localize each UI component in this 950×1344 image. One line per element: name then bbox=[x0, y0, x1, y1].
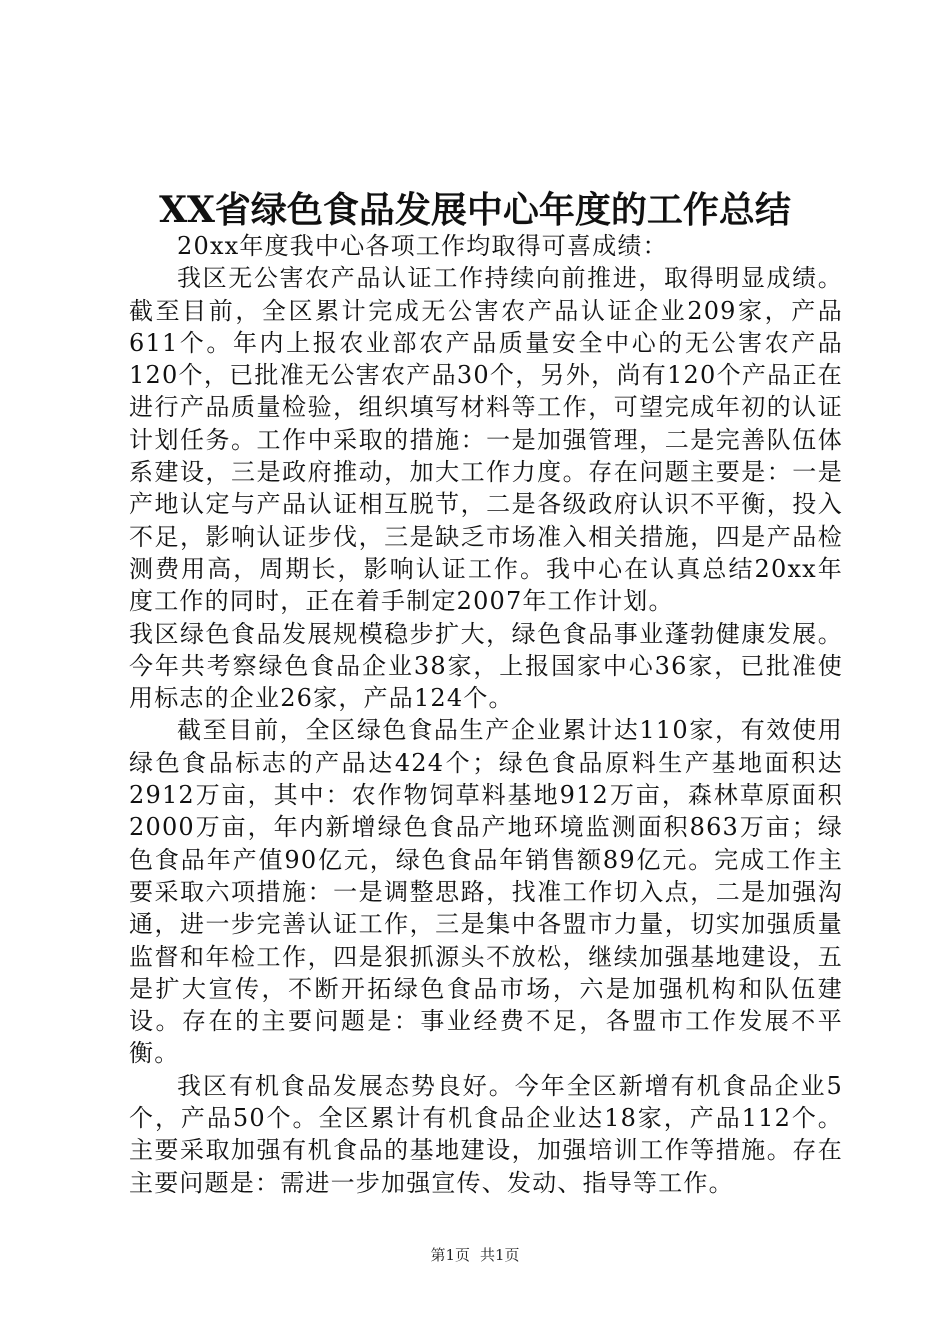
document-body bbox=[129, 230, 843, 1199]
paragraph-green-food-scale: 我区绿色食品发展规模稳步扩大，绿色食品事业蓬勃健康发展。今年共考察绿色食品企业38家，上报国家中心36家，已批准使用标志的企业26家，产品124个。 bbox=[129, 619, 843, 713]
paragraph-pollution-free: 我区无公害农产品认证工作持续向前推进，取得明显成绩。截至目前，全区累计完成无公害农产品认证企业209家，产品611个。年内上报农业部农产品质量安全中心的无公害农产品120个，已批准无公害农产品30个，另外，尚有120个产品正在进行产品质量检验，组织填写材料等工作，可望完成年初的认证计划任务。工作中采取的措施：一是加强管理，二是完善队伍体系建设，三是政府推动，加大工作力度。存在问题主要是：一是产地认定与产品认证相互脱节，二是各级政府认识不平衡，投入不足，影响认证步伐，三是缺乏市场准入相关措施，四是产品检测费用高，周期长，影响认证工作。我中心在认真总结20xx年度工作的同时，正在着手制定2007年工作计划。 bbox=[129, 264, 843, 616]
page-footer bbox=[0, 1245, 950, 1265]
paragraph-organic-food: 我区有机食品发展态势良好。今年全区新增有机食品企业5个，产品50个。全区累计有机食品企业达18家，产品112个。主要采取加强有机食品的基地建设，加强培训工作等措施。存在主要问题是：需进一步加强宣传、发动、指导等工作。 bbox=[129, 1071, 843, 1197]
page-total: 共1页 bbox=[480, 1246, 520, 1264]
paragraph-green-food-stats: 截至目前，全区绿色食品生产企业累计达110家，有效使用绿色食品标志的产品达424个；绿色食品原料生产基地面积达2912万亩，其中：农作物饲草料基地912万亩，森林草原面积2000万亩，年内新增绿色食品产地环境监测面积863万亩；绿色食品年产值90亿元，绿色食品年销售额89亿元。完成工作主要采取六项措施：一是调整思路，找准工作切入点，二是加强沟通，进一步完善认证工作，三是集中各盟市力量，切实加强质量监督和年检工作，四是狠抓源头不放松，继续加强基地建设，五是扩大宣传，不断开拓绿色食品市场，六是加强机构和队伍建设。存在的主要问题是：事业经费不足，各盟市工作发展不平衡。 bbox=[129, 716, 843, 1068]
intro-paragraph: 20xx年度我中心各项工作均取得可喜成绩： bbox=[177, 232, 668, 260]
page-number: 第1页 bbox=[430, 1246, 470, 1264]
document-title: XX省绿色食品发展中心年度的工作总结 bbox=[159, 189, 791, 231]
